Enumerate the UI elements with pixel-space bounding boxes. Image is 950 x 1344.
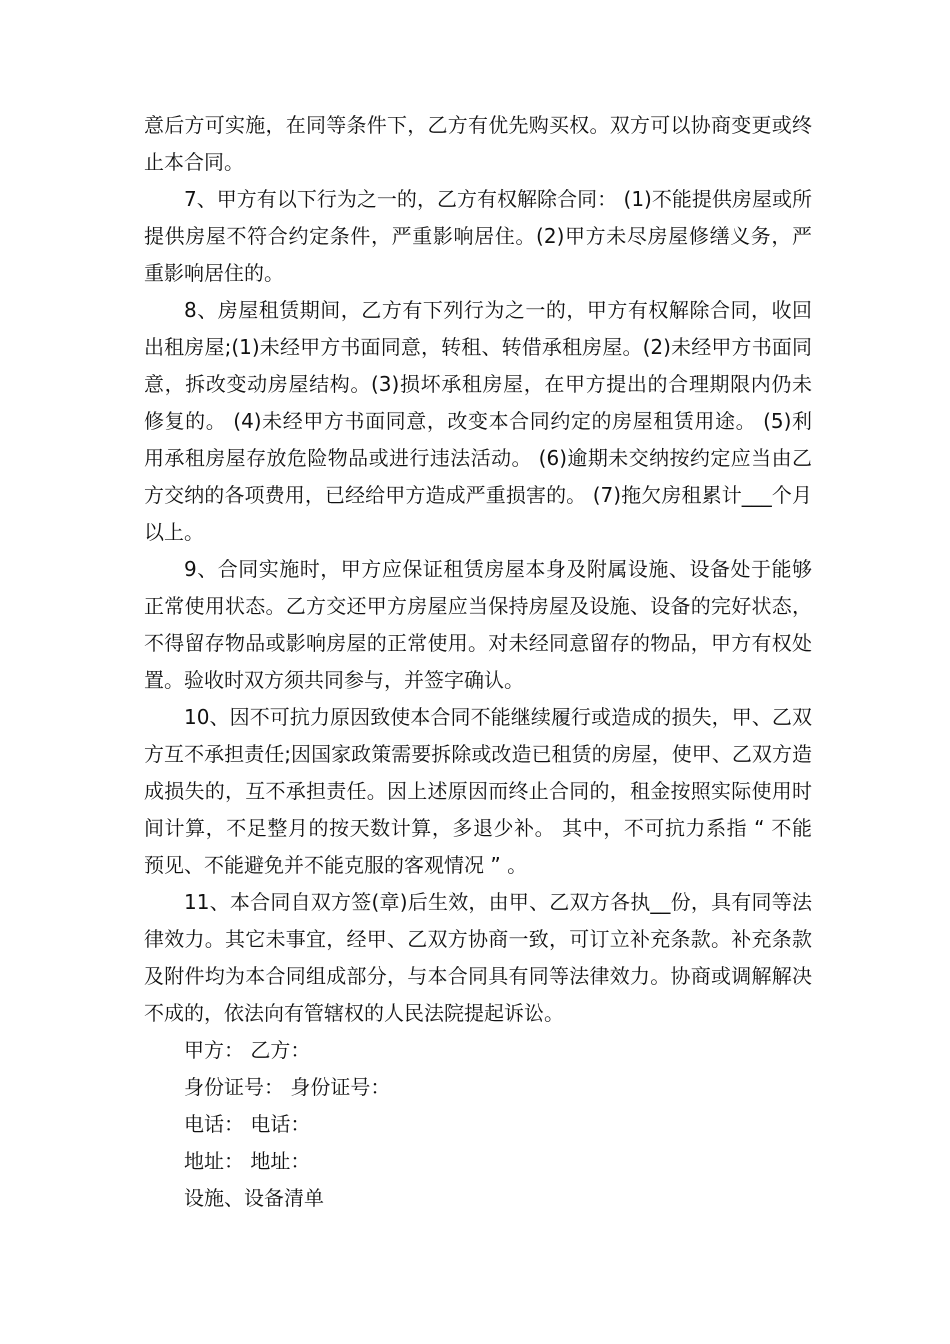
paragraph-continuation: 意后方可实施，在同等条件下，乙方有优先购买权。双方可以协商变更或终止本合同。	[144, 113, 812, 174]
clause-7: 7、甲方有以下行为之一的，乙方有权解除合同： (1)不能提供房屋或所提供房屋不符合约定条件，严重影响居住。(2)甲方未尽房屋修缮义务，严重影响居住的。	[144, 187, 812, 285]
clause-8: 8、房屋租赁期间，乙方有下列行为之一的，甲方有权解除合同，收回出租房屋;(1)未经甲方书面同意，转租、转借承租房屋。(2)未经甲方书面同意，拆改变动房屋结构。(3)损坏承租房屋，在甲方提出的合理期限内仍未修复的。 (4)未经甲方书面同意，改变本合同约定的房屋租赁用途。 (5)利用承租房屋存放危险物品或进行违法活动。 (6)逾期未交纳按约定应当由乙方交纳的各项费用，已经给甲方造成严重损害的。 (7)拖欠房租累计___个月以上。	[144, 298, 812, 544]
signature-block	[144, 1032, 812, 1217]
signature-parties: 甲方： 乙方：	[184, 1038, 311, 1062]
document-page	[144, 107, 812, 1217]
equipment-list-heading: 设施、设备清单	[184, 1186, 324, 1210]
signature-addresses: 地址： 地址：	[184, 1149, 311, 1173]
signature-id-numbers: 身份证号： 身份证号：	[184, 1075, 391, 1099]
signature-phones: 电话： 电话：	[184, 1112, 311, 1136]
clause-10: 10、因不可抗力原因致使本合同不能继续履行或造成的损失，甲、乙双方互不承担责任;因国家政策需要拆除或改造已租赁的房屋，使甲、乙双方造成损失的，互不承担责任。因上述原因而终止合同的，租金按照实际使用时间计算，不足整月的按天数计算，多退少补。 其中，不可抗力系指 “ 不能预见、不能避免并不能克服的客观情况 ” 。	[144, 705, 812, 877]
clause-9: 9、合同实施时，甲方应保证租赁房屋本身及附属设施、设备处于能够正常使用状态。乙方交还甲方房屋应当保持房屋及设施、设备的完好状态，不得留存物品或影响房屋的正常使用。对未经同意留存的物品，甲方有权处置。验收时双方须共同参与，并签字确认。	[144, 557, 812, 692]
clause-11: 11、本合同自双方签(章)后生效，由甲、乙双方各执__份，具有同等法律效力。其它未事宜，经甲、乙双方协商一致，可订立补充条款。补充条款及附件均为本合同组成部分，与本合同具有同等法律效力。协商或调解解决不成的，依法向有管辖权的人民法院提起诉讼。	[144, 890, 812, 1025]
